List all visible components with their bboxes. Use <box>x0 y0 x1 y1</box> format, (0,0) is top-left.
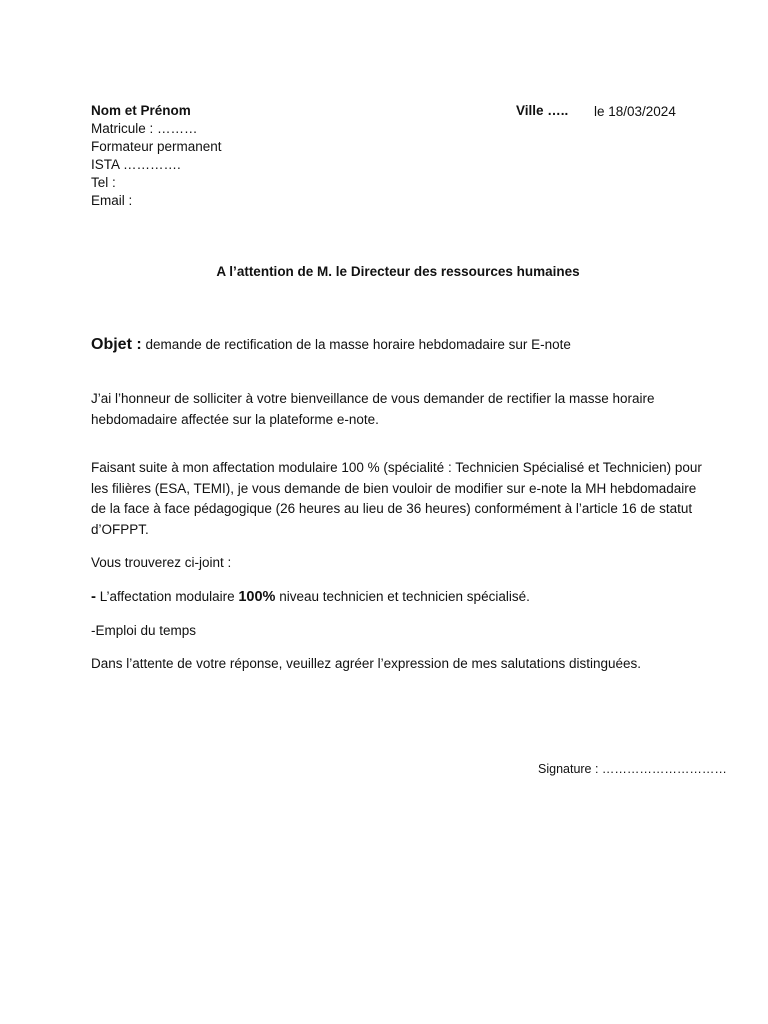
attachment-text-before: L’affectation modulaire <box>96 589 239 604</box>
attachment-dash: - <box>91 588 96 605</box>
sender-name: Nom et Prénom <box>91 103 191 118</box>
sender-ista: ISTA …………. <box>91 157 181 172</box>
sender-block <box>91 102 222 210</box>
closing-paragraph: Dans l’attente de votre réponse, veuillez agréer l’expression de mes salutations distinguées. <box>91 656 642 671</box>
attention-line: A l’attention de M. le Directeur des ressources humaines <box>216 264 580 279</box>
body-paragraph-attachments-intro: Vous trouverez ci-joint : <box>91 555 232 570</box>
subject-text: demande de rectification de la masse horaire hebdomadaire sur E-note <box>145 337 571 352</box>
attachment-item-affectation <box>91 587 711 608</box>
subject-label: Objet : <box>91 336 142 353</box>
sender-tel: Tel : <box>91 175 116 190</box>
subject-line <box>91 336 571 354</box>
signature-line: Signature : ………………………… <box>538 762 727 776</box>
sender-position: Formateur permanent <box>91 139 222 154</box>
body-paragraph-details: Faisant suite à mon affectation modulaire 100 % (spécialité : Technicien Spécialisé et Technicien) pour les filières (ESA, TEMI), je vous demande de bien vouloir de modifier sur e-note la MH hebdomadaire de la face à face pédagogique (26 heures au lieu de 36 heures) conformément à l’article 16 de statut d’OFPPT. <box>91 460 702 537</box>
sender-email: Email : <box>91 193 133 208</box>
letter-date: le 18/03/2024 <box>594 104 676 119</box>
attachment-percent: 100% <box>238 589 276 605</box>
city-field: Ville ….. <box>516 103 569 118</box>
body-paragraph-request: J’ai l’honneur de solliciter à votre bienveillance de vous demander de rectifier la masse horaire hebdomadaire affectée sur la plateforme e-note. <box>91 391 655 427</box>
attachment-item-schedule: -Emploi du temps <box>91 623 197 638</box>
sender-matricule: Matricule : ……… <box>91 121 198 136</box>
attachment-text-after: niveau technicien et technicien spécialisé. <box>275 589 530 604</box>
